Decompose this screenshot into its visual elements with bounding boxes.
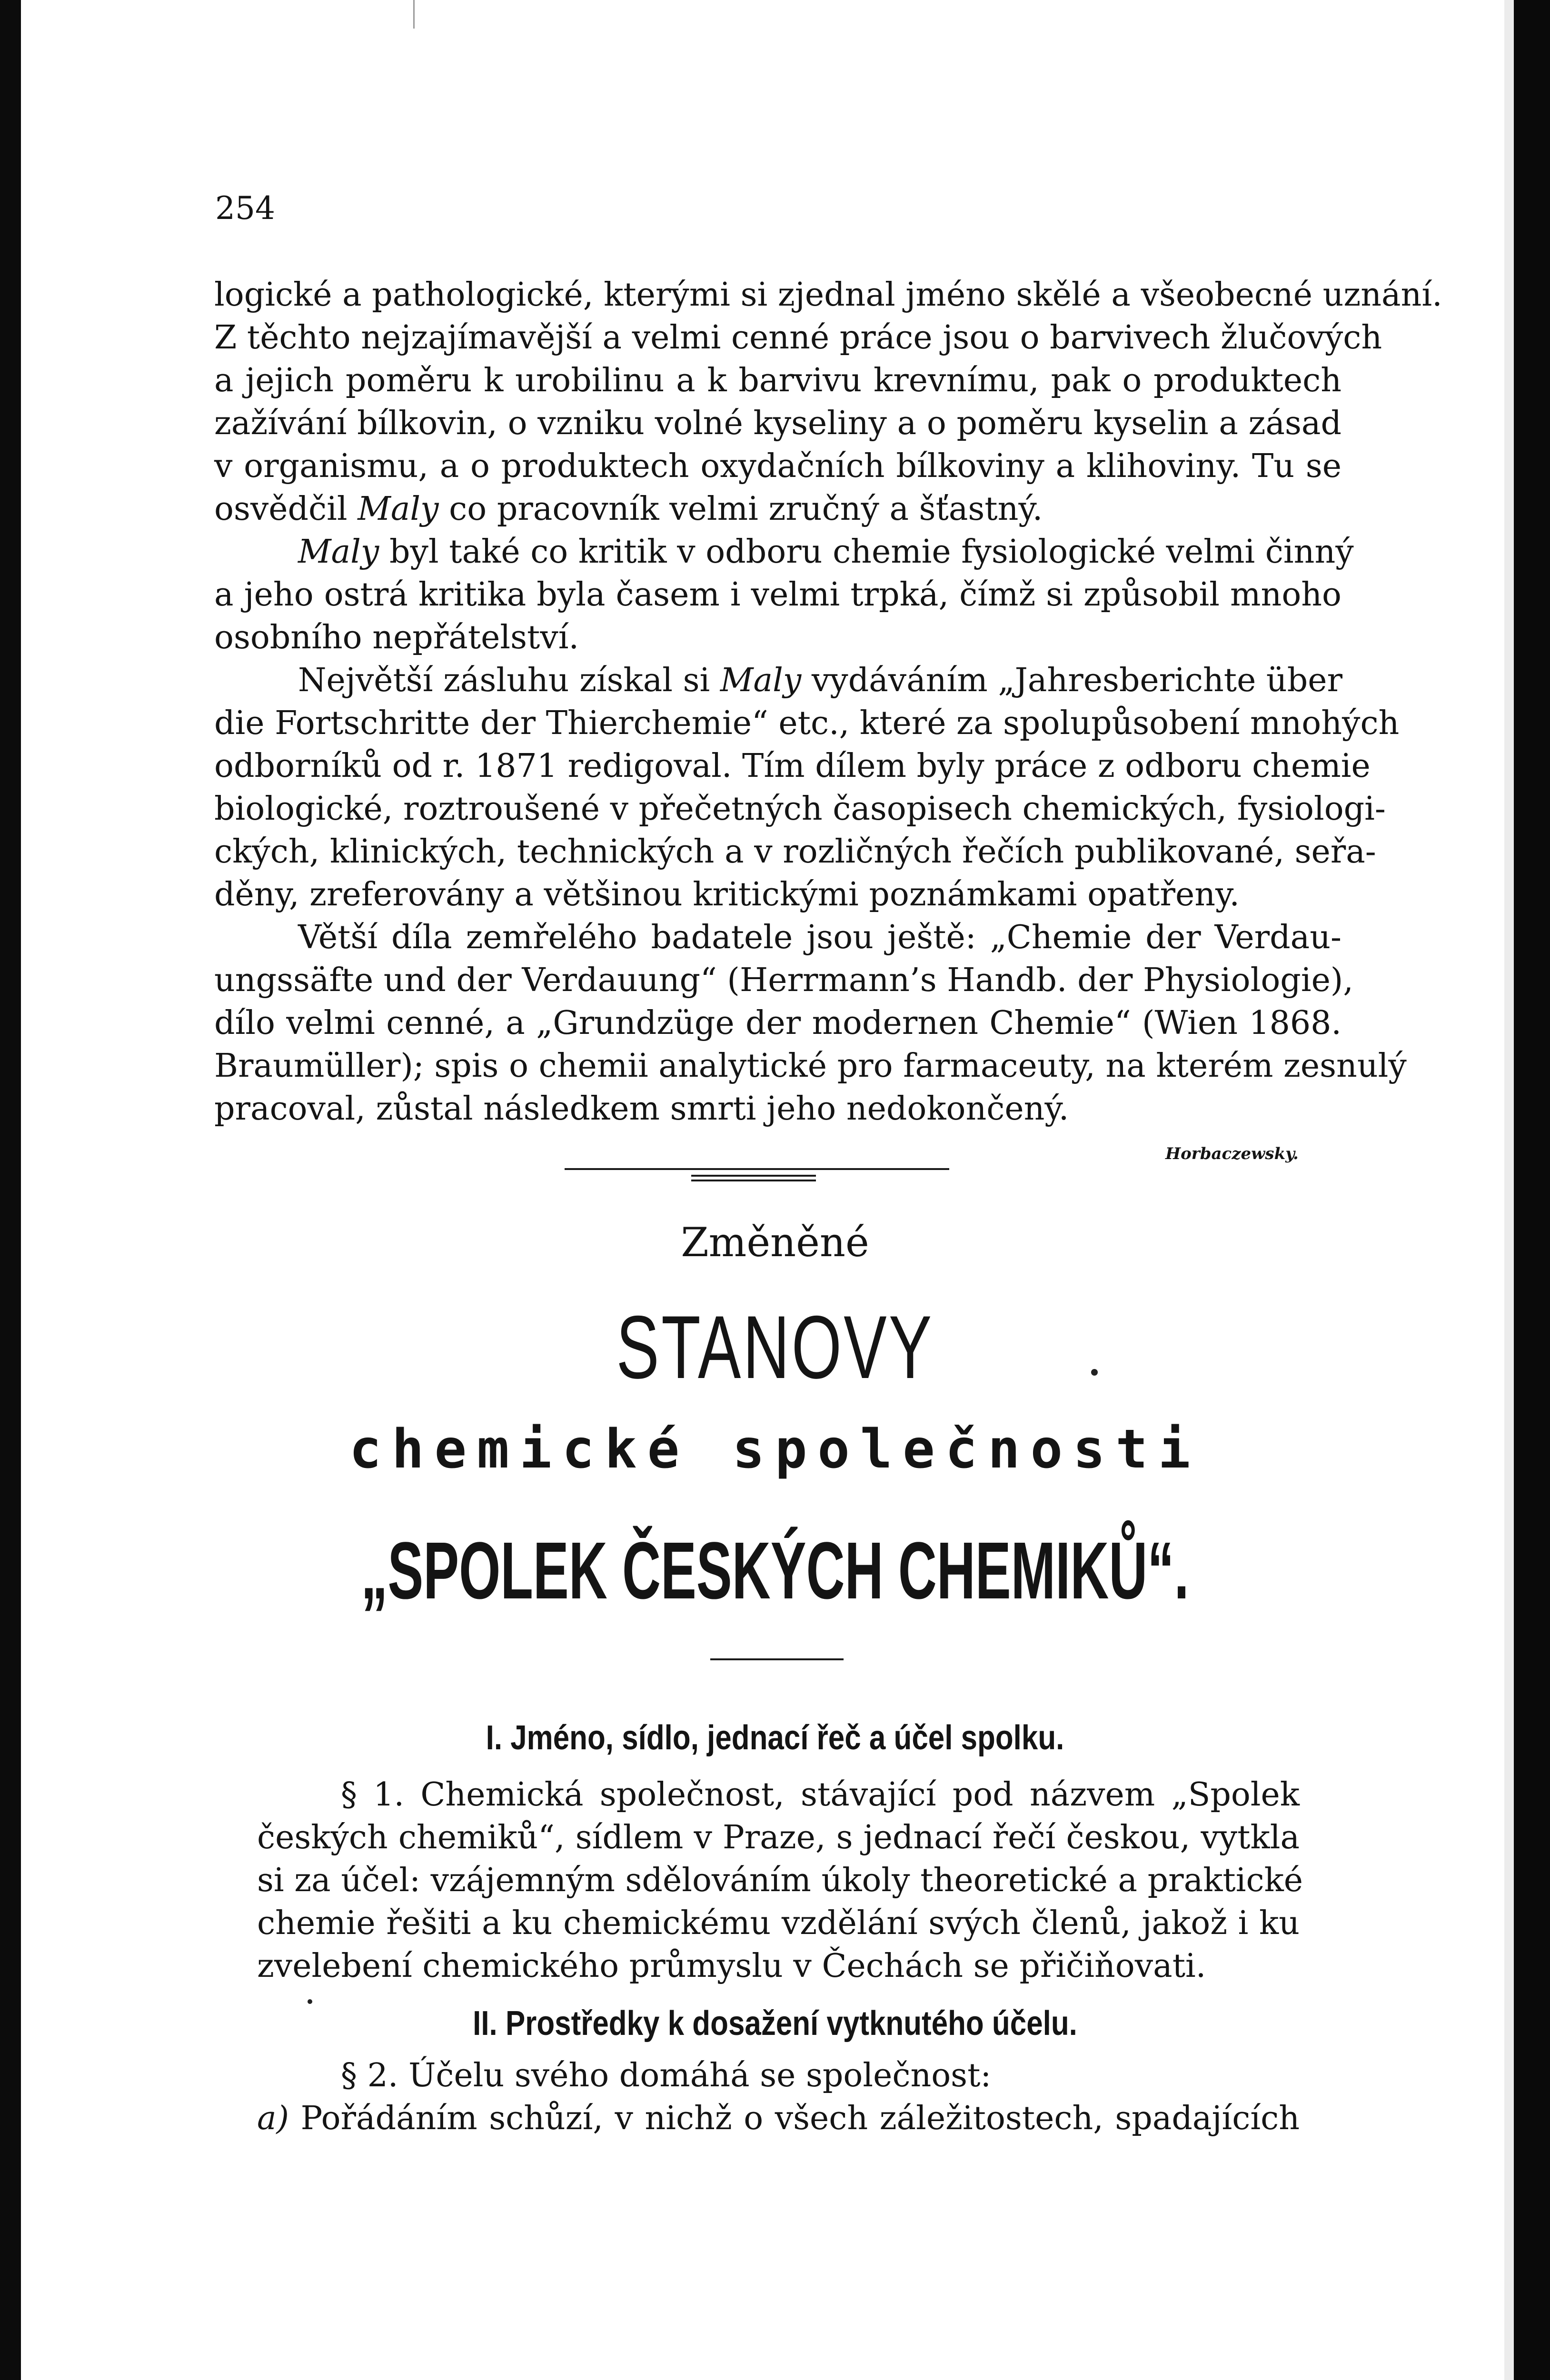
title-changed: Změněné	[681, 1219, 869, 1266]
intro-paragraph	[214, 274, 1442, 531]
text-line: § 2. Účelu svého domáhá se společnost:	[341, 2057, 992, 2094]
divider-rule	[691, 1175, 816, 1177]
merit-paragraph	[214, 659, 1400, 916]
text-line: zažívání bílkovin, o vzniku volné kyseliny a o poměru kyselin a zásad	[214, 405, 1341, 442]
text-line: děny, zreferovány a většinou kritickými poznámkami opatřeny.	[214, 876, 1240, 913]
title-statutes: STANOVY	[616, 1297, 934, 1397]
text-line: v organismu, a o produktech oxydačních bílkoviny a klihoviny. Tu se	[214, 447, 1341, 485]
text-line: ckých, klinických, technických a v rozličných řečích publikované, seřa-	[214, 833, 1376, 871]
text-line: logické a pathologické, kterými si zjednal jméno skělé a všeobecné uznání.	[214, 276, 1442, 314]
fold-mark	[413, 0, 415, 29]
list-item	[257, 2097, 1300, 2140]
text-line	[214, 488, 1341, 531]
scan-border-left	[0, 0, 21, 2380]
text-line: chemie řešiti a ku chemickému vzdělání svých členů, jakož i ku	[257, 1904, 1300, 1942]
text-line: Z těchto nejzajímavější a velmi cenné práce jsou o barvivech žlučových	[214, 319, 1382, 357]
divider-rule	[691, 1180, 816, 1181]
author-name: Maly	[720, 662, 802, 699]
text-run: byl také co kritik v odboru chemie fysiologické velmi činný	[379, 533, 1354, 571]
text-line	[214, 531, 1354, 574]
text-line: si za účel: vzájemným sdělováním úkoly theoretické a praktické	[257, 1862, 1303, 1899]
section-heading: II. Prostředky k dosažení vytknutého účelu.	[473, 2004, 1077, 2043]
divider-rule	[565, 1168, 949, 1170]
author-signature: Horbaczewsky.	[1165, 1144, 1299, 1163]
author-name: Maly	[358, 490, 439, 528]
text-line: ungssäfte und der Verdauung“ (Herrmann’s Handb. der Physiologie),	[214, 962, 1353, 999]
scan-border-gap	[1504, 0, 1514, 2380]
text-run: Pořádáním schůzí, v nichž o všech záležitostech, spadajících	[289, 2100, 1300, 2137]
critic-paragraph	[214, 531, 1354, 659]
text-line: osobního nepřátelství.	[214, 619, 579, 656]
text-line: dílo velmi cenné, a „Grundzüge der modernen Chemie“ (Wien 1868.	[214, 1004, 1341, 1042]
works-paragraph	[214, 916, 1407, 1130]
text-line: Větší díla zemřelého badatele jsou ještě: „Chemie der Verdau-	[298, 919, 1341, 956]
text-line: českých chemiků“, sídlem v Praze, s jednací řečí českou, vytkla	[257, 1819, 1300, 1856]
text-line	[214, 659, 1341, 702]
title-society-name: „SPOLEK ČESKÝCH CHEMIKŮ“.	[361, 1526, 1189, 1616]
section-heading: I. Jméno, sídlo, jednací řeč a účel spolku.	[486, 1719, 1064, 1757]
ink-speck	[1091, 1369, 1098, 1376]
text-run: Největší zásluhu získal si	[298, 662, 720, 699]
text-line: die Fortschritte der Thierchemie“ etc., které za spolupůsobení mnohých	[214, 704, 1400, 742]
text-line: pracoval, zůstal následkem smrti jeho nedokončený.	[214, 1090, 1069, 1128]
section1-paragraph	[257, 1774, 1303, 1988]
text-line: Braumüller); spis o chemii analytické pro farmaceuty, na kterém zesnulý	[214, 1047, 1407, 1085]
text-line: zvelebení chemického průmyslu v Čechách se přičiňovati.	[257, 1947, 1206, 1985]
text-line: a jeho ostrá kritika byla časem i velmi trpká, čímž si způsobil mnoho	[214, 576, 1341, 614]
page-number: 254	[215, 190, 275, 227]
text-line: § 1. Chemická společnost, stávající pod názvem „Spolek	[341, 1776, 1300, 1814]
text-line: a jejich poměru k urobilinu a k barvivu krevnímu, pak o produktech	[214, 362, 1341, 399]
list-label: a)	[257, 2100, 289, 2137]
scan-border-right	[1514, 0, 1550, 2380]
text-line: biologické, roztroušené v přečetných časopisech chemických, fysiologi-	[214, 790, 1386, 828]
divider-rule	[710, 1658, 844, 1660]
section2-paragraph	[257, 2054, 1300, 2140]
text-run: osvědčil	[214, 490, 358, 528]
text-line: odborníků od r. 1871 redigoval. Tím dílem byly práce z odboru chemie	[214, 747, 1371, 785]
text-run: co pracovník velmi zručný a šťastný.	[438, 490, 1043, 528]
title-society-type: chemické společnosti	[349, 1418, 1201, 1480]
author-name: Maly	[298, 533, 379, 571]
text-run: vydáváním „Jahresberichte über	[801, 662, 1343, 699]
